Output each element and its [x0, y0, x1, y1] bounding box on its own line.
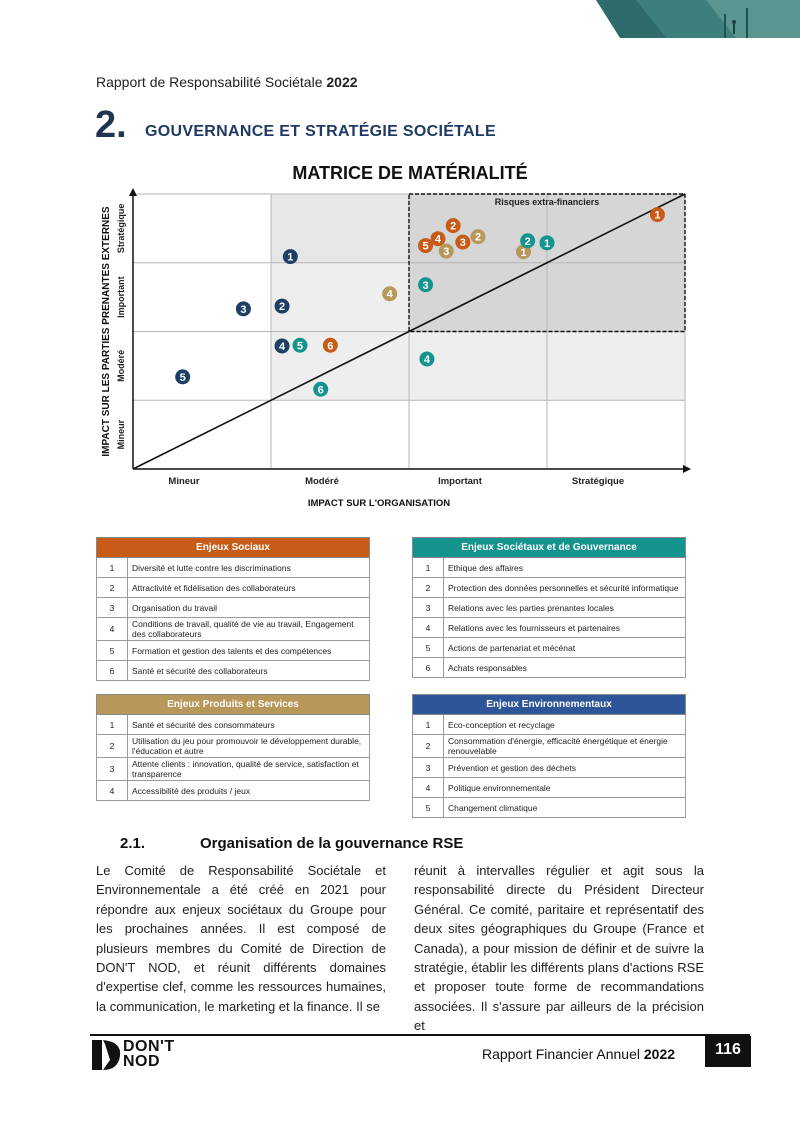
matrix-point	[323, 338, 338, 353]
row-number: 4	[413, 618, 444, 638]
header-title: Rapport de Responsabilité Sociétale	[96, 74, 327, 90]
table-row	[413, 618, 686, 638]
table-row	[97, 641, 370, 661]
matrix-point	[275, 338, 290, 353]
table-enjeux-environnement	[412, 694, 686, 818]
y-level-label: Modéré	[116, 349, 126, 382]
row-label: Santé et sécurité des consommateurs	[128, 715, 370, 735]
matrix-point	[313, 382, 328, 397]
logo-line-1: DON'T	[123, 1038, 175, 1055]
matrix-point	[418, 277, 433, 292]
x-level-label: Important	[438, 476, 482, 487]
x-axis-arrow	[683, 465, 691, 473]
y-axis-arrow	[129, 188, 137, 196]
row-number: 2	[413, 578, 444, 598]
point-label: 1	[287, 251, 294, 264]
table-row	[97, 598, 370, 618]
matrix-point	[175, 369, 190, 384]
row-label: Consommation d'énergie, efficacité énergétique et énergie renouvelable	[444, 735, 686, 758]
point-label: 4	[386, 288, 393, 301]
dontnod-logo-icon	[92, 1040, 122, 1070]
row-label: Utilisation du jeu pour promouvoir le développement durable, l'éducation et autre	[128, 735, 370, 758]
point-label: 1	[520, 246, 527, 259]
row-label: Protection des données personnelles et sécurité informatique	[444, 578, 686, 598]
point-label: 4	[278, 340, 286, 353]
y-axis-title: IMPACT SUR LES PARTIES PRENANTES EXTERNES	[101, 206, 112, 457]
row-number: 3	[413, 598, 444, 618]
table-row	[413, 758, 686, 778]
matrix-title: MATRICE DE MATÉRIALITÉ	[292, 163, 528, 183]
table-row	[97, 758, 370, 781]
logo-line-2: NOD	[123, 1053, 161, 1070]
subsection-number: 2.1.	[120, 835, 146, 852]
section-number: 2.	[95, 104, 127, 146]
footer-report-name: Rapport Financier Annuel	[482, 1046, 644, 1062]
point-label: 3	[240, 303, 247, 316]
table-row	[413, 638, 686, 658]
x-level-label: Stratégique	[571, 476, 625, 487]
row-number: 4	[413, 778, 444, 798]
matrix-point	[275, 299, 290, 314]
row-label: Formation et gestion des talents et des compétences	[128, 641, 370, 661]
row-label: Diversité et lutte contre les discriminations	[128, 558, 370, 578]
row-number: 4	[97, 781, 128, 801]
point-label: 4	[434, 233, 442, 246]
table-row	[97, 735, 370, 758]
row-number: 3	[413, 758, 444, 778]
point-label: 3	[459, 237, 466, 250]
table-row	[413, 578, 686, 598]
row-number: 1	[97, 715, 128, 735]
subsection-title: Organisation de la gouvernance RSE	[200, 835, 464, 852]
table-enjeux-sociaux	[96, 537, 370, 681]
row-label: Attente clients : innovation, qualité de service, satisfaction et transparence	[128, 758, 370, 781]
footer-report-year: 2022	[643, 1046, 676, 1062]
row-number: 2	[97, 735, 128, 758]
table-row	[97, 558, 370, 578]
row-number: 2	[413, 735, 444, 758]
matrix-point	[236, 301, 251, 316]
row-label: Attractivité et fidélisation des collaborateurs	[128, 578, 370, 598]
row-number: 6	[413, 658, 444, 678]
row-number: 5	[413, 798, 444, 818]
matrix-point	[418, 238, 433, 253]
point-label: 2	[474, 231, 482, 244]
point-label: 6	[327, 340, 334, 353]
row-label: Ethique des affaires	[444, 558, 686, 578]
table-title: Enjeux Produits et Services	[97, 695, 370, 715]
subsection-heading	[120, 835, 463, 852]
row-label: Actions de partenariat et mécénat	[444, 638, 686, 658]
table-row	[413, 715, 686, 735]
row-number: 4	[97, 618, 128, 641]
x-level-label: Modéré	[305, 476, 339, 487]
table-row	[97, 618, 370, 641]
table-title: Enjeux Sociaux	[97, 538, 370, 558]
table-row	[413, 798, 686, 818]
point-label: 3	[443, 246, 450, 259]
report-header	[96, 74, 358, 90]
table-row	[413, 778, 686, 798]
row-label: Relations avec les parties prenantes locales	[444, 598, 686, 618]
row-number: 3	[97, 758, 128, 781]
table-row	[413, 735, 686, 758]
row-number: 1	[413, 715, 444, 735]
matrix-point	[419, 352, 434, 367]
matrix-point	[540, 235, 555, 250]
matrix-point	[455, 235, 470, 250]
table-title: Enjeux Environnementaux	[413, 695, 686, 715]
materiality-matrix	[0, 180, 800, 515]
y-level-label: Important	[116, 276, 126, 318]
matrix-point	[292, 338, 307, 353]
point-label: 6	[317, 384, 324, 397]
point-label: 5	[296, 340, 304, 353]
paragraph-left: Le Comité de Responsabilité Sociétale et Environnementale a été créé en 2021 pour répondre aux enjeux sociétaux du Groupe pour les prochaines années. Il est composé de plusieurs membres du Comité de Direction de DON'T NOD, et réunit différents domaines d'expertise clef, comme les ressources humaines, la communication, le marketing et la finance. Il se	[96, 863, 386, 1014]
row-label: Politique environnementale	[444, 778, 686, 798]
point-label: 2	[524, 235, 531, 248]
table-row	[97, 578, 370, 598]
matrix-point	[283, 249, 298, 264]
row-label: Organisation du travail	[128, 598, 370, 618]
point-label: 1	[543, 237, 551, 250]
footer-divider	[90, 1034, 750, 1036]
point-label: 5	[179, 371, 186, 384]
x-axis-title: IMPACT SUR L'ORGANISATION	[307, 498, 451, 509]
table-title: Enjeux Sociétaux et de Gouvernance	[413, 538, 686, 558]
row-label: Conditions de travail, qualité de vie au travail, Engagement des collaborateurs	[128, 618, 370, 641]
matrix-point	[520, 233, 535, 248]
y-level-label: Mineur	[116, 419, 126, 450]
matrix-point	[471, 229, 486, 244]
table-enjeux-gouvernance	[412, 537, 686, 678]
point-label: 5	[422, 240, 429, 253]
matrix-point	[439, 244, 454, 259]
row-label: Prévention et gestion des déchets	[444, 758, 686, 778]
row-label: Eco-conception et recyclage	[444, 715, 686, 735]
risk-zone-label: Risques extra-financiers	[494, 197, 600, 207]
row-number: 5	[413, 638, 444, 658]
point-label: 2	[278, 301, 286, 314]
row-number: 1	[97, 558, 128, 578]
row-number: 2	[97, 578, 128, 598]
row-number: 3	[97, 598, 128, 618]
table-enjeux-produits	[96, 694, 370, 801]
table-row	[97, 781, 370, 801]
point-label: 2	[450, 220, 457, 233]
header-forest-image	[596, 0, 800, 38]
row-number: 6	[97, 661, 128, 681]
point-label: 3	[422, 279, 429, 292]
paragraph-right: réunit à intervalles régulier et agit sous la responsabilité directe du Président Directeur Général. Ce comité, paritaire et représentatif des deux sites géographiques du Groupe (France et Canada), a pour mission de définir et de suivre la stratégie, établir les différents plans d'actions RSE et proposer toute forme de recommandations associées. Il s'assure par ailleurs de la précision et	[414, 863, 704, 1034]
row-label: Achats responsables	[444, 658, 686, 678]
x-level-label: Mineur	[168, 476, 200, 487]
section-title: GOUVERNANCE ET STRATÉGIE SOCIÉTALE	[145, 123, 496, 140]
matrix-point	[650, 207, 665, 222]
row-label: Accessibilité des produits / jeux	[128, 781, 370, 801]
row-label: Relations avec les fournisseurs et partenaires	[444, 618, 686, 638]
matrix-point	[382, 286, 397, 301]
table-row	[97, 715, 370, 735]
header-year: 2022	[326, 74, 358, 90]
table-row	[413, 658, 686, 678]
table-row	[97, 661, 370, 681]
row-label: Changement climatique	[444, 798, 686, 818]
brand-logo-text	[123, 1039, 175, 1069]
table-row	[413, 558, 686, 578]
row-number: 5	[97, 641, 128, 661]
row-number: 1	[413, 558, 444, 578]
matrix-point	[446, 218, 461, 233]
row-label: Santé et sécurité des collaborateurs	[128, 661, 370, 681]
table-row	[413, 598, 686, 618]
y-level-label: Stratégique	[116, 203, 126, 254]
page-number: 116	[705, 1036, 751, 1067]
point-label: 4	[423, 354, 431, 366]
footer-report-title	[482, 1046, 675, 1062]
point-label: 1	[654, 209, 661, 222]
